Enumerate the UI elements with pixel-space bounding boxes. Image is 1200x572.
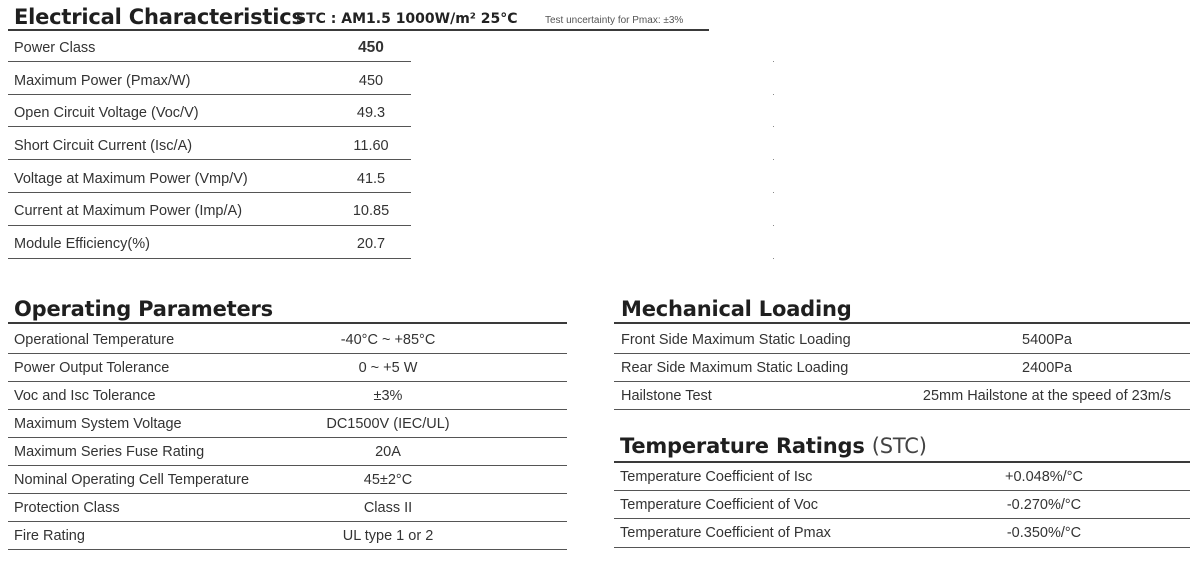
row-label: Fire Rating: [14, 528, 85, 544]
mechanical-header-rule: [614, 322, 1190, 324]
row-divider: [8, 258, 411, 259]
row-label: Hailstone Test: [621, 388, 712, 404]
dot-mark: [773, 225, 774, 226]
row-value: 450: [358, 73, 384, 89]
table-row: [8, 99, 411, 127]
row-label: Temperature Coefficient of Pmax: [620, 525, 831, 541]
table-row: [614, 463, 1190, 491]
table-row: [8, 438, 567, 466]
temperature-title: [620, 434, 927, 458]
dot-mark: [773, 61, 774, 62]
test-uncertainty-note: Test uncertainty for Pmax: ±3%: [545, 15, 684, 26]
table-row: [8, 67, 411, 95]
table-row: [614, 326, 1190, 354]
row-value: UL type 1 or 2: [342, 528, 434, 544]
table-row: [614, 354, 1190, 382]
row-value: +0.048%/°C: [1005, 469, 1083, 485]
table-row: [8, 165, 411, 193]
stc-conditions: STC : AM1.5 1000W/m² 25°C: [296, 11, 518, 27]
power-class-value: 450: [358, 39, 384, 56]
table-row: [8, 522, 567, 550]
row-label: Maximum System Voltage: [14, 416, 182, 432]
row-value: 0 ~ +5 W: [358, 360, 418, 376]
table-row: [614, 491, 1190, 519]
table-row: [8, 494, 567, 522]
row-divider: [8, 61, 411, 62]
table-row: [8, 230, 411, 258]
row-divider: [614, 409, 1190, 410]
row-label: Open Circuit Voltage (Voc/V): [14, 105, 199, 121]
row-label: Protection Class: [14, 500, 120, 516]
dot-mark: [773, 126, 774, 127]
row-divider: [8, 126, 411, 127]
table-row: [8, 466, 567, 494]
operating-header-rule: [8, 322, 567, 324]
row-value: -0.350%/°C: [1006, 525, 1082, 541]
electrical-header-rule: [8, 29, 709, 31]
row-value: 45±2°C: [363, 472, 413, 488]
electrical-title: Electrical Characteristics: [14, 5, 304, 29]
table-row: [8, 326, 567, 354]
table-row: [8, 197, 411, 225]
row-divider: [8, 225, 411, 226]
row-value: -0.270%/°C: [1006, 497, 1082, 513]
operating-title: Operating Parameters: [14, 297, 273, 321]
row-divider: [8, 94, 411, 95]
row-value: 10.85: [352, 203, 390, 219]
row-value: 49.3: [356, 105, 386, 121]
row-label: Voltage at Maximum Power (Vmp/V): [14, 171, 248, 187]
row-value: 5400Pa: [1022, 332, 1072, 348]
dot-mark: [773, 159, 774, 160]
row-value: 2400Pa: [1022, 360, 1072, 376]
row-label: Power Class: [14, 40, 96, 56]
dot-mark: [773, 192, 774, 193]
row-value: 41.5: [356, 171, 386, 187]
row-divider: [8, 192, 411, 193]
row-value: 20A: [375, 444, 401, 460]
table-row: [614, 382, 1190, 410]
row-value: 25mm Hailstone at the speed of 23m/s: [922, 388, 1172, 404]
row-label: Temperature Coefficient of Voc: [620, 497, 819, 513]
dot-mark: [773, 258, 774, 259]
temperature-title-text: Temperature Ratings: [620, 434, 865, 458]
table-row: [8, 410, 567, 438]
table-row: [8, 382, 567, 410]
temperature-title-sub: (STC): [871, 434, 927, 458]
table-row: [8, 354, 567, 382]
row-label: Short Circuit Current (Isc/A): [14, 138, 193, 154]
row-label: Current at Maximum Power (Imp/A): [14, 203, 243, 219]
row-value: DC1500V (IEC/UL): [326, 416, 450, 432]
row-divider: [8, 549, 567, 550]
row-label: Maximum Power (Pmax/W): [14, 73, 191, 89]
row-value: -40°C ~ +85°C: [340, 332, 436, 348]
table-row: [8, 34, 411, 62]
row-value: ±3%: [373, 388, 403, 404]
row-label: Nominal Operating Cell Temperature: [14, 472, 250, 488]
row-label: Temperature Coefficient of Isc: [620, 469, 813, 485]
table-row: [8, 132, 411, 160]
row-divider: [614, 547, 1190, 548]
row-label: Maximum Series Fuse Rating: [14, 444, 205, 460]
row-label: Rear Side Maximum Static Loading: [621, 360, 849, 376]
row-value: Class II: [363, 500, 413, 516]
row-label: Module Efficiency(%): [14, 236, 150, 252]
row-label: Front Side Maximum Static Loading: [621, 332, 851, 348]
row-divider: [8, 159, 411, 160]
row-label: Operational Temperature: [14, 332, 175, 348]
row-label: Power Output Tolerance: [14, 360, 170, 376]
dot-mark: [773, 94, 774, 95]
mechanical-title: Mechanical Loading: [621, 297, 852, 321]
table-row: [614, 519, 1190, 547]
row-value: 11.60: [353, 138, 389, 154]
row-value: 20.7: [356, 236, 386, 252]
row-label: Voc and Isc Tolerance: [14, 388, 156, 404]
